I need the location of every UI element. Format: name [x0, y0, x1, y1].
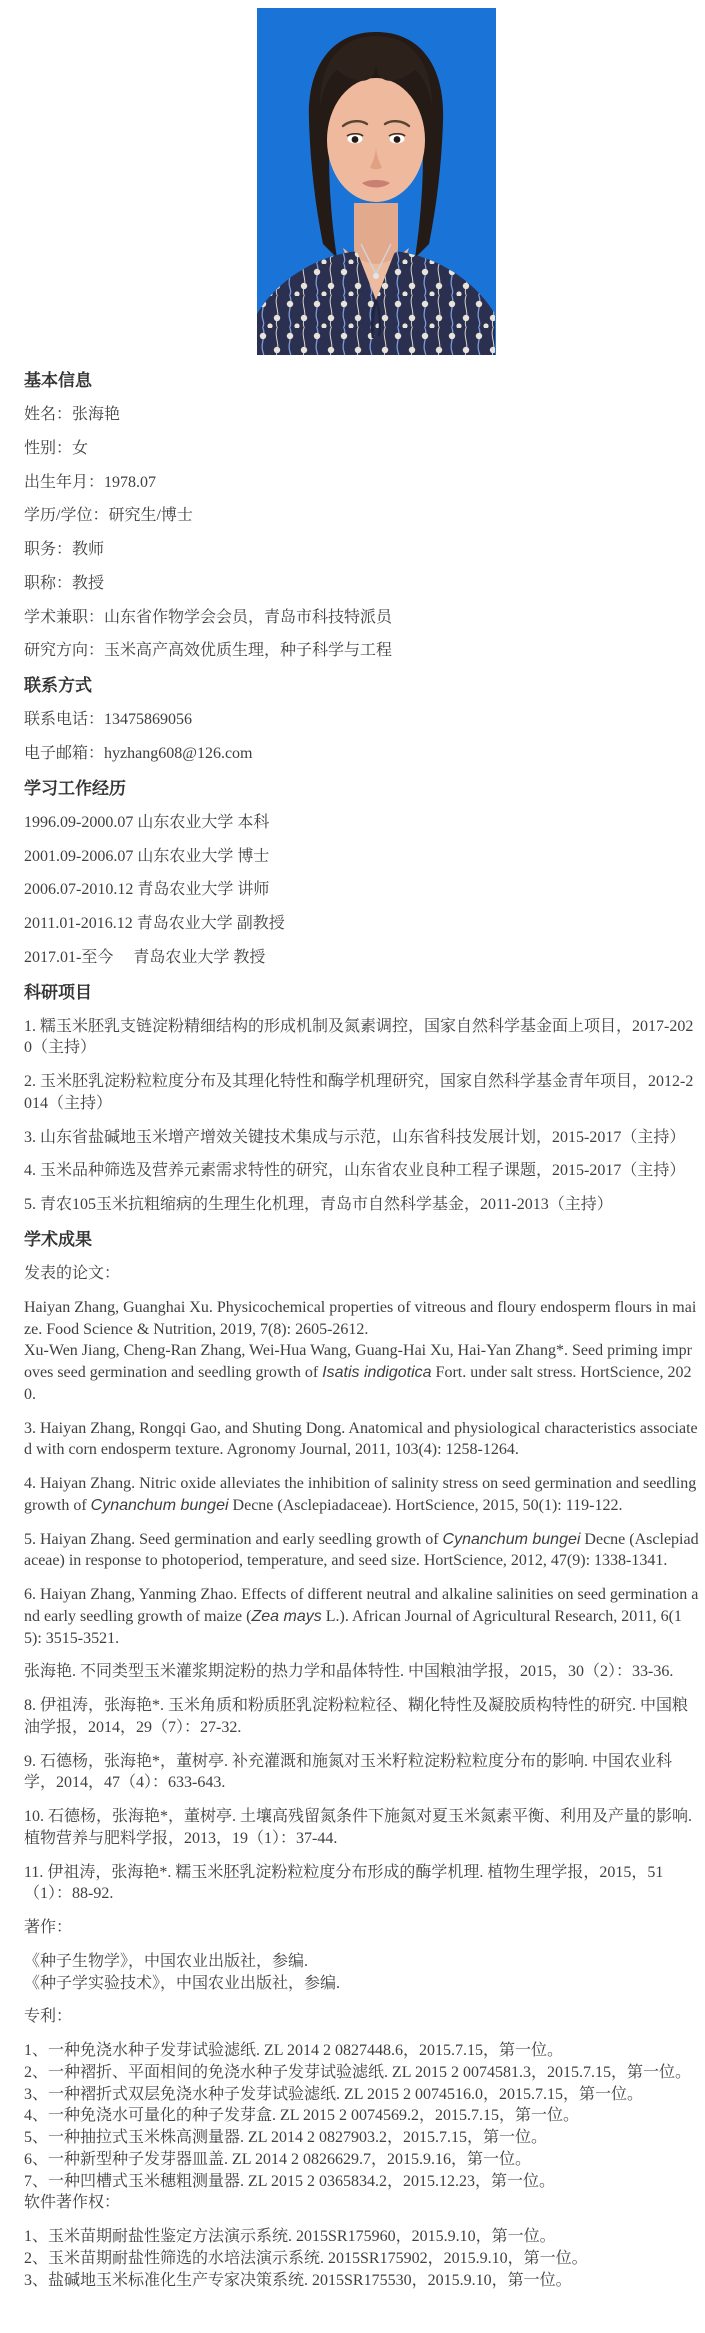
paper-item: 3. Haiyan Zhang, Rongqi Gao, and Shuting Dong. Anatomical and physiological characteristics associated with corn endosperm texture. Agronomy Journal, 2011, 103(4): 1258-1264.	[24, 1419, 698, 1459]
patent-item: 4、一种免浇水可量化的种子发芽盒. ZL 2015 2 0074569.2，2015.7.15，第一位。	[24, 2107, 579, 2125]
section-heading-projects: 科研项目	[24, 982, 92, 1002]
papers-list	[24, 1297, 699, 1905]
papers-label: 发表的论文：	[24, 1265, 121, 1283]
paper-item: 4. Haiyan Zhang. Nitric oxide alleviates the inhibition of salinity stress on seed germination and seedling growth of Cynanchum bungei Decne (Asclepiadaceae). HortScience, 2015, 50(1): 119-122.	[24, 1475, 697, 1514]
experience-entry: 2006.07-2010.12 青岛农业大学 讲师	[24, 881, 270, 899]
contact-field: 电子邮箱：hyzhang608@126.com	[24, 744, 253, 762]
experience-entries	[24, 812, 699, 969]
software-copyright-label: 软件著作权：	[24, 2194, 121, 2212]
section-heading-achievements: 学术成果	[24, 1229, 92, 1249]
basic-info-field: 出生年月：1978.07	[24, 473, 157, 491]
contact-field: 联系电话：13475869056	[24, 711, 193, 729]
paper-item: 11. 伊祖涛，张海艳*. 糯玉米胚乳淀粉粒粒度分布形成的酶学机理. 植物生理学报，2015，51（1）：88-92.	[24, 1863, 664, 1903]
experience-entry: 2017.01-至今 青岛农业大学 教授	[24, 948, 266, 966]
paper-item: 8. 伊祖涛，张海艳*. 玉米角质和粉质胚乳淀粉粒粒径、糊化特性及凝胶质构特性的研究. 中国粮油学报，2014，29（7）：27-32.	[24, 1697, 689, 1736]
patent-item: 7、一种凹槽式玉米穗粗测量器. ZL 2015 2 0365834.2，2015.12.23，第一位。	[24, 2172, 555, 2190]
project-item: 1. 糯玉米胚乳支链淀粉精细结构的形成机制及氮素调控，国家自然科学基金面上项目，2017-2020（主持）	[24, 1017, 694, 1057]
species-name-italic: Zea mays	[251, 1607, 322, 1625]
project-item: 2. 玉米胚乳淀粉粒粒度分布及其理化特性和酶学机理研究，国家自然科学基金青年项目，2012-2014（主持）	[24, 1073, 694, 1112]
paper-item: 9. 石德杨，张海艳*，董树亭. 补充灌溉和施氮对玉米籽粒淀粉粒粒度分布的影响. 中国农业科学，2014，47（4）：633-643.	[24, 1752, 673, 1792]
book-item: 《种子学实验技术》，中国农业出版社，参编.	[24, 1974, 341, 1992]
profile-photo	[257, 8, 496, 355]
paper-item: 张海艳. 不同类型玉米灌浆期淀粉的热力学和晶体特性. 中国粮油学报，2015，30（2）：33-36.	[24, 1663, 674, 1681]
species-name-italic: Isatis indigotica	[322, 1364, 432, 1382]
patent-item: 6、一种新型种子发芽器皿盖. ZL 2014 2 0826629.7，2015.9.16，第一位。	[24, 2150, 531, 2168]
patent-item: 2、一种褶折、平面相间的免浇水种子发芽试验滤纸. ZL 2015 2 0074581.3，2015.7.15，第一位。	[24, 2063, 691, 2081]
experience-entry: 2011.01-2016.12 青岛农业大学 副教授	[24, 915, 285, 933]
experience-entry: 1996.09-2000.07 山东农业大学 本科	[24, 813, 270, 831]
basic-info-field: 学术兼职：山东省作物学会会员，青岛市科技特派员	[24, 608, 393, 626]
project-item: 4. 玉米品种筛选及营养元素需求特性的研究，山东省农业良种工程子课题，2015-2017（主持）	[24, 1162, 686, 1180]
profile-page	[0, 8, 705, 2333]
basic-info-field: 学历/学位：研究生/博士	[24, 507, 193, 525]
section-heading-experience: 学习工作经历	[24, 778, 126, 798]
paper-item: 6. Haiyan Zhang, Yanming Zhao. Effects of different neutral and alkaline salinities on seed germination and early seedling growth of maize (Zea mays L.). African Journal of Agricultural Research, 2011, 6(15): 3515-3521.	[24, 1586, 699, 1647]
basic-info-field: 姓名：张海艳	[24, 406, 121, 424]
software-list	[24, 2226, 699, 2291]
basic-info-field: 职称：教授	[24, 574, 105, 592]
patent-item: 3、一种褶折式双层免浇水种子发芽试验滤纸. ZL 2015 2 0074516.0，2015.7.15，第一位。	[24, 2085, 643, 2103]
books-label: 著作：	[24, 1919, 73, 1937]
basic-info-field: 研究方向：玉米高产高效优质生理，种子科学与工程	[24, 642, 393, 660]
software-item: 1、玉米苗期耐盐性鉴定方法演示系统. 2015SR175960，2015.9.10，第一位。	[24, 2228, 556, 2246]
books-list	[24, 1951, 699, 1995]
section-heading-basic-info: 基本信息	[24, 371, 92, 390]
book-item: 《种子生物学》，中国农业出版社，参编.	[24, 1952, 309, 1970]
software-item: 2、玉米苗期耐盐性筛选的水培法演示系统. 2015SR175902，2015.9.10，第一位。	[24, 2249, 588, 2267]
experience-entry: 2001.09-2006.07 山东农业大学 博士	[24, 847, 270, 865]
project-items	[24, 1016, 699, 1216]
paper-item: 5. Haiyan Zhang. Seed germination and early seedling growth of Cynanchum bungei Decne (Asclepiadaceae) in response to photoperiod, temperature, and seed size. HortScience, 2012, 47(9): 1338-1341.	[24, 1530, 699, 1570]
basic-info-field: 职务：教师	[24, 541, 105, 559]
species-name-italic: Cynanchum bungei	[442, 1530, 581, 1548]
paper-item: 10. 石德杨，张海艳*，董树亭. 土壤高残留氮条件下施氮对夏玉米氮素平衡、利用及产量的影响. 植物营养与肥料学报，2013，19（1）：37-44.	[24, 1808, 693, 1847]
patents-label: 专利：	[24, 2008, 73, 2026]
patent-item: 5、一种抽拉式玉米株高测量器. ZL 2014 2 0827903.2，2015.7.15，第一位。	[24, 2129, 547, 2147]
basic-info-field: 性别：女	[24, 439, 89, 457]
portrait-illustration	[257, 8, 496, 355]
contact-fields	[24, 709, 699, 765]
software-item: 3、盐碱地玉米标准化生产专家决策系统. 2015SR175530，2015.9.10，第一位。	[24, 2271, 572, 2289]
species-name-italic: Cynanchum bungei	[90, 1496, 229, 1514]
paper-item: Haiyan Zhang, Guanghai Xu. Physicochemical properties of vitreous and floury endosperm flours in maize. Food Science & Nutrition, 2019, 7(8): 2605-2612. Xu-Wen Jiang, Cheng-Ran Zhang, Wei-Hua Wang, Guang-Hai Xu, Hai-Yan Zhang*. Seed priming improves seed germination and seedling growth of Isatis indigotica Fort. under salt stress. HortScience, 2020.	[24, 1298, 697, 1403]
patents-list	[24, 2040, 699, 2192]
project-item: 5. 青农105玉米抗粗缩病的生理生化机理，青岛市自然科学基金，2011-2013（主持）	[24, 1196, 613, 1214]
section-heading-contact: 联系方式	[24, 676, 92, 696]
project-item: 3. 山东省盐碱地玉米增产增效关键技术集成与示范，山东省科技发展计划，2015-2017（主持）	[24, 1128, 686, 1146]
basic-info-fields	[24, 404, 699, 662]
patent-item: 1、一种免浇水种子发芽试验滤纸. ZL 2014 2 0827448.6，2015.7.15，第一位。	[24, 2042, 563, 2060]
